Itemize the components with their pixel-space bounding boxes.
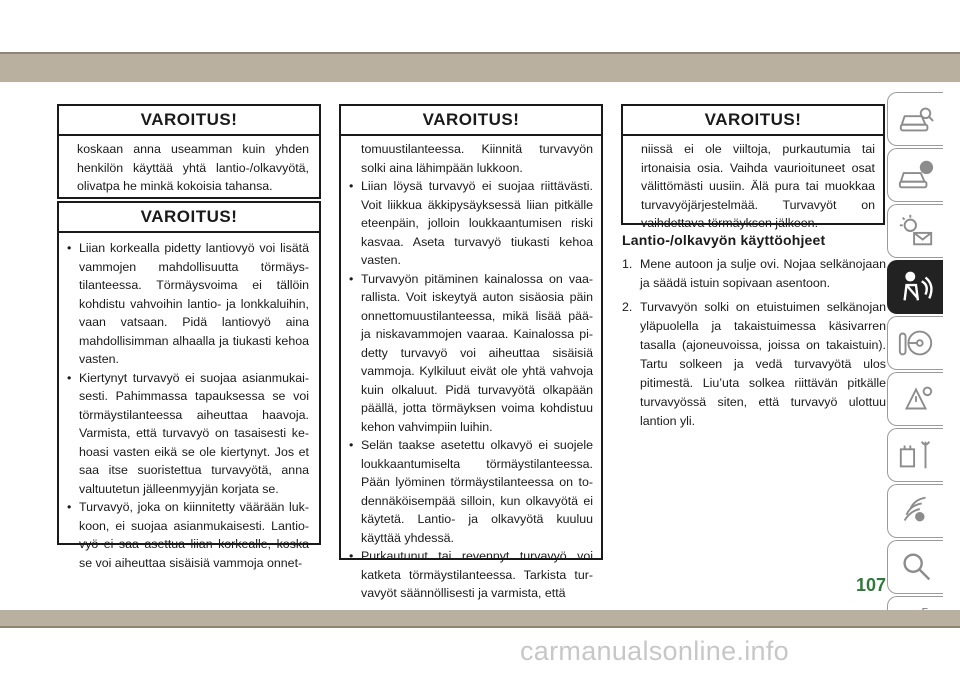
car-search-icon — [897, 100, 935, 138]
page-number: 107 — [856, 575, 887, 595]
top-band — [0, 0, 960, 82]
bottom-band — [0, 610, 960, 678]
chapter-tabs — [887, 92, 945, 652]
warning-title: VAROITUS! — [59, 203, 319, 233]
top-color-bar — [0, 52, 960, 82]
warning-box-1 — [57, 104, 321, 199]
warning-title: VAROITUS! — [59, 106, 319, 136]
warning-title: VAROITUS! — [623, 106, 883, 136]
step-item: 1. Mene autoon ja sulje ovi. Nojaa selkänojaan ja säädä istuin sopivaan asentoon. — [622, 257, 886, 290]
watermark: carmanualsonline.info — [520, 636, 789, 666]
section-heading: Lantio-/olkavyön käyttöohjeet — [622, 232, 826, 248]
bullet-item: • Kiertynyt turvavyö ei suojaa asianmukaisesti. Pahimmassa tapauksessa se voi törmäystilanteessa aiheuttaa haavoja. Varmista, että turvavyö on tasaisesti kehoasi vasten eikä se ole kiertynyt. Jos et saa itse suoristettua turvavyötä, anna valtuutetun jälleenmyyjän korjata se. — [67, 370, 309, 496]
instruction-steps — [622, 255, 886, 436]
warning-text: niissä ei ole viiltoja, purkautumia tai irtonaisia osia. Vaihda vaurioituneet osat välittömästi uusiin. Älä pura tai muokkaa turvavyöjärjestelmää. Turvavyöt on vaihdettava törmäyksen jälkeen. — [641, 142, 875, 230]
continuation-text: tomuustilanteessa. Kiinnitä turvavyön solki aina lähimpään lukkoon. — [361, 142, 593, 175]
bullet-item: • Liian löysä turvavyö ei suojaa riittävästi. Voit liikkua äkkipysäyksessä liian pitkälle eteenpäin, jolloin loukkaantumisen riski kasvaa. Aseta turvavyö tiukasti kehoa vasten. — [349, 179, 593, 267]
car-info-icon — [897, 156, 935, 194]
tab-search[interactable] — [887, 540, 943, 594]
tab-warning-lights[interactable] — [887, 204, 943, 258]
multimedia-icon — [897, 492, 935, 530]
warning-box-3 — [339, 104, 603, 600]
bullet-item: • Selän taakse asetettu olkavyö ei suojele loukkaantumiselta törmäystilanteessa. Pään lyöminen törmäystilanteessa on todennäköisempää silloin, kun olkavyötä ei käytetä. Lantio- ja olkavyötä kuuluu käyttää yhdessä. — [349, 438, 593, 545]
starting-driving-icon — [897, 324, 935, 362]
warning-lights-icon — [897, 212, 935, 250]
bullet-item: • Liian korkealla pidetty lantiovyö voi lisätä vammojen mahdollisuutta törmäystilanteessa. Törmäysvoima ei tällöin kohdistu vahvoihin lantio- ja lonkkaluihin, vaan vatsaan. Pidä lantiovyö aina mahdollisimman alhaalla ja tiukasti kehoa vasten. — [67, 241, 309, 366]
warning-box-4 — [621, 104, 885, 230]
bottom-color-bar — [0, 610, 960, 628]
bullet-item: • Purkautunut tai revennyt turvavyö voi katketa törmäystilanteessa. Tarkista turvavyöt säännöllisesti ja varmista, että — [349, 549, 593, 600]
tab-maintenance[interactable] — [887, 428, 943, 482]
search-icon — [897, 548, 935, 586]
step-item: 2. Turvavyön solki on etuistuimen selkänojan yläpuolella ja takaistuimessa käsivarren tasalla (ajoneuvoissa, joissa on takaistuin). Tartu solkeen ja vedä turvavyötä ulos pitimestä. Liu’uta solkea riittävän pitkälle turvavyössä siten, että turvavyö ulottuu lantion yli. — [622, 300, 886, 428]
roadside-emergency-icon — [897, 380, 935, 418]
tab-multimedia[interactable] — [887, 484, 943, 538]
tab-starting-driving[interactable] — [887, 316, 943, 370]
tab-car-search[interactable] — [887, 92, 943, 146]
bullet-item: • Turvavyö, joka on kiinnitetty väärään lukkoon, ei suojaa asianmukaisesti. Lantiovyö ei saa asettua liian korkealle, koska se voi aiheuttaa sisäisiä vammoja onnet- — [67, 500, 309, 570]
tab-car-info[interactable] — [887, 148, 943, 202]
tab-seatbelt-airbag[interactable] — [887, 260, 943, 314]
seatbelt-airbag-icon — [897, 268, 935, 306]
warning-title: VAROITUS! — [341, 106, 601, 136]
maintenance-icon — [897, 436, 935, 474]
tab-roadside-emergency[interactable] — [887, 372, 943, 426]
bullet-item: • Turvavyön pitäminen kainalossa on vaarallista. Voit iskeytyä auton sisäosia päin onnettomuustilanteessa, mikä lisää pää- ja niskavammojen vaaraa. Kainalossa pidetty turvavyö voi aiheuttaa sisäisiä vammoja. Kylkiluut eivät ole yhtä vahvoja kuin olkaluut. Pidä turvavyötä olkapään päällä, jotta törmäyksen voima kohdistuu kehon vahvimpiin luihin. — [349, 271, 593, 434]
warning-text: koskaan anna useamman kuin yhden henkilön käyttää yhtä lantio-/olkavyötä, olivatpa he minkä kokoisia tahansa. — [77, 142, 309, 193]
warning-box-2 — [57, 201, 321, 570]
